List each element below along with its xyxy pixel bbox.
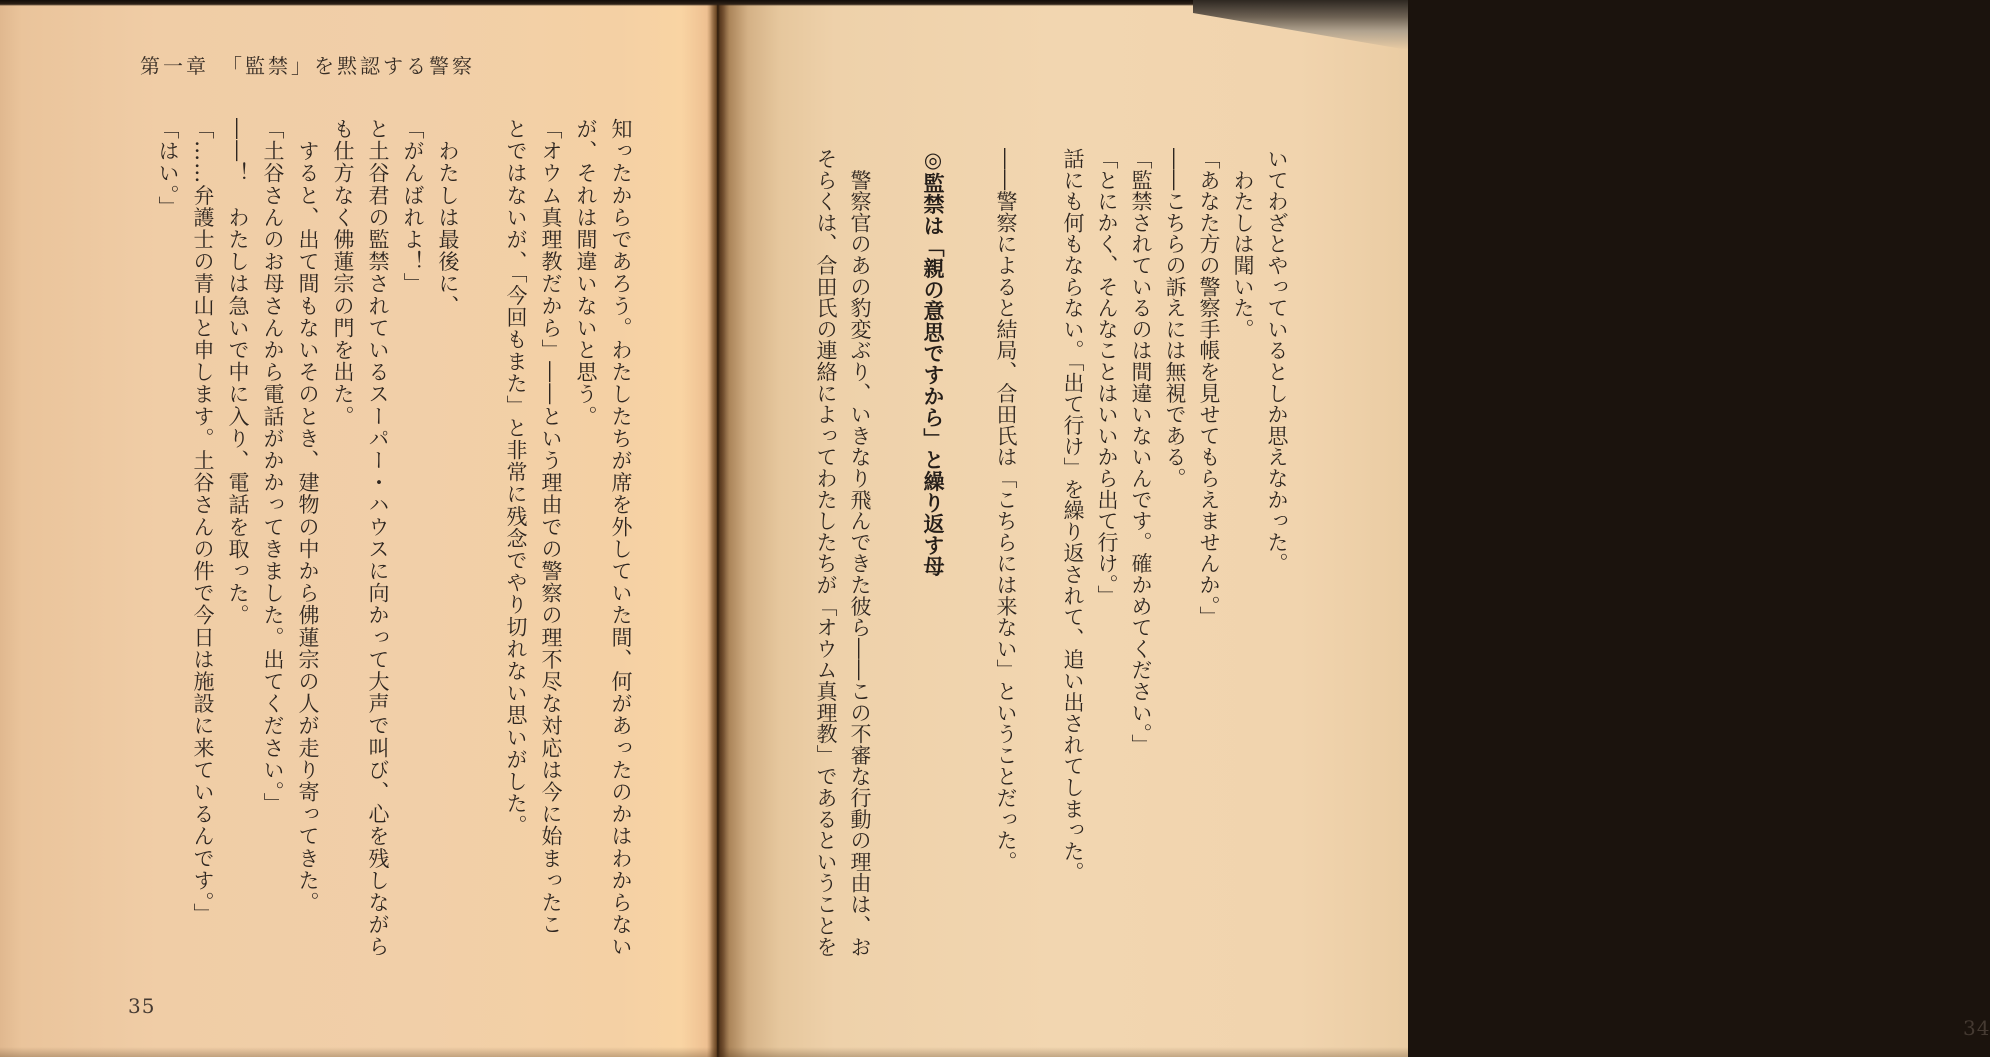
scan-bottom-edge [0,1047,1408,1057]
right-page-body [809,148,1294,1000]
text-line: ――！ わたしは急いで中に入り、電話を取った。 [226,118,250,627]
blank-line [956,148,989,1000]
text-line: 知ったからであろう。わたしたちが席を外していた間、何があったのかはわからない [609,118,633,958]
running-head: 第一章 「監禁」を黙認する警察 [140,54,475,78]
text-line: 「あなた方の警察手帳を見せてもらえませんか。」 [1197,148,1221,628]
text-line: わたしは最後に、 [436,118,460,317]
left-page-body [150,118,638,980]
text-line: 「はい。」 [156,118,180,218]
text-line: とではないが、「今回もまた」と非常に残念でやり切れない思いがした。 [504,118,528,837]
text-line: 「オウム真理教だから」――という理由での警察の理不尽な対応は今に始まったこ [539,118,563,936]
text-line: 話にも何もならない。「出て行け」を繰り返されて、追い出されてしまった。 [1061,148,1085,883]
section-heading: ◎監禁は「親の意思ですから」と繰り返す母 [921,148,945,577]
text-line: 警察官のあの豹変ぶり、いきなり飛んできた彼ら――この不審な行動の理由は、お [848,148,872,958]
page-right [717,0,1990,1057]
page-left [0,0,717,1057]
text-line: 「土谷さんのお母さんから電話がかかってきました。出てください。」 [261,118,285,815]
blank-line [465,118,498,980]
text-line: 「……弁護士の青山と申します。土谷さんの件で今日は施設に来ているんです。」 [191,118,215,926]
text-line: そらくは、合田氏の連絡によってわたしたちが「オウム真理教」であるということを [814,148,838,958]
book-gutter-shadow [710,0,726,1057]
page-number-left: 35 [128,994,156,1018]
text-line: わたしは聞いた。 [1231,148,1255,340]
blank-line [877,148,910,1000]
blank-line [1023,148,1056,1000]
text-line: いてわざとやっているとしか思えなかった。 [1265,148,1289,574]
page-number-right: 34 [1963,1016,1990,1040]
text-line: も仕方なく佛蓮宗の門を出た。 [331,118,355,428]
text-line: すると、出て間もないそのとき、建物の中から佛蓮宗の人が走り寄ってきた。 [296,118,320,914]
text-line: 「監禁されているのは間違いないんです。確かめてください。」 [1129,148,1153,756]
text-line: が、それは間違いないと思う。 [574,118,598,428]
text-line: ――こちらの訴えには無視である。 [1163,148,1187,489]
text-line: 「とにかく、そんなことはいいから出て行け。」 [1095,148,1119,607]
text-line: ――警察によると結局、合田氏は「こちらには来ない」ということだった。 [994,148,1018,873]
text-line: 「がんばれよ！」 [401,118,425,295]
text-line: と土谷君の監禁されているスーパー・ハウスに向かって大声で叫び、心を残しながら [366,118,390,958]
